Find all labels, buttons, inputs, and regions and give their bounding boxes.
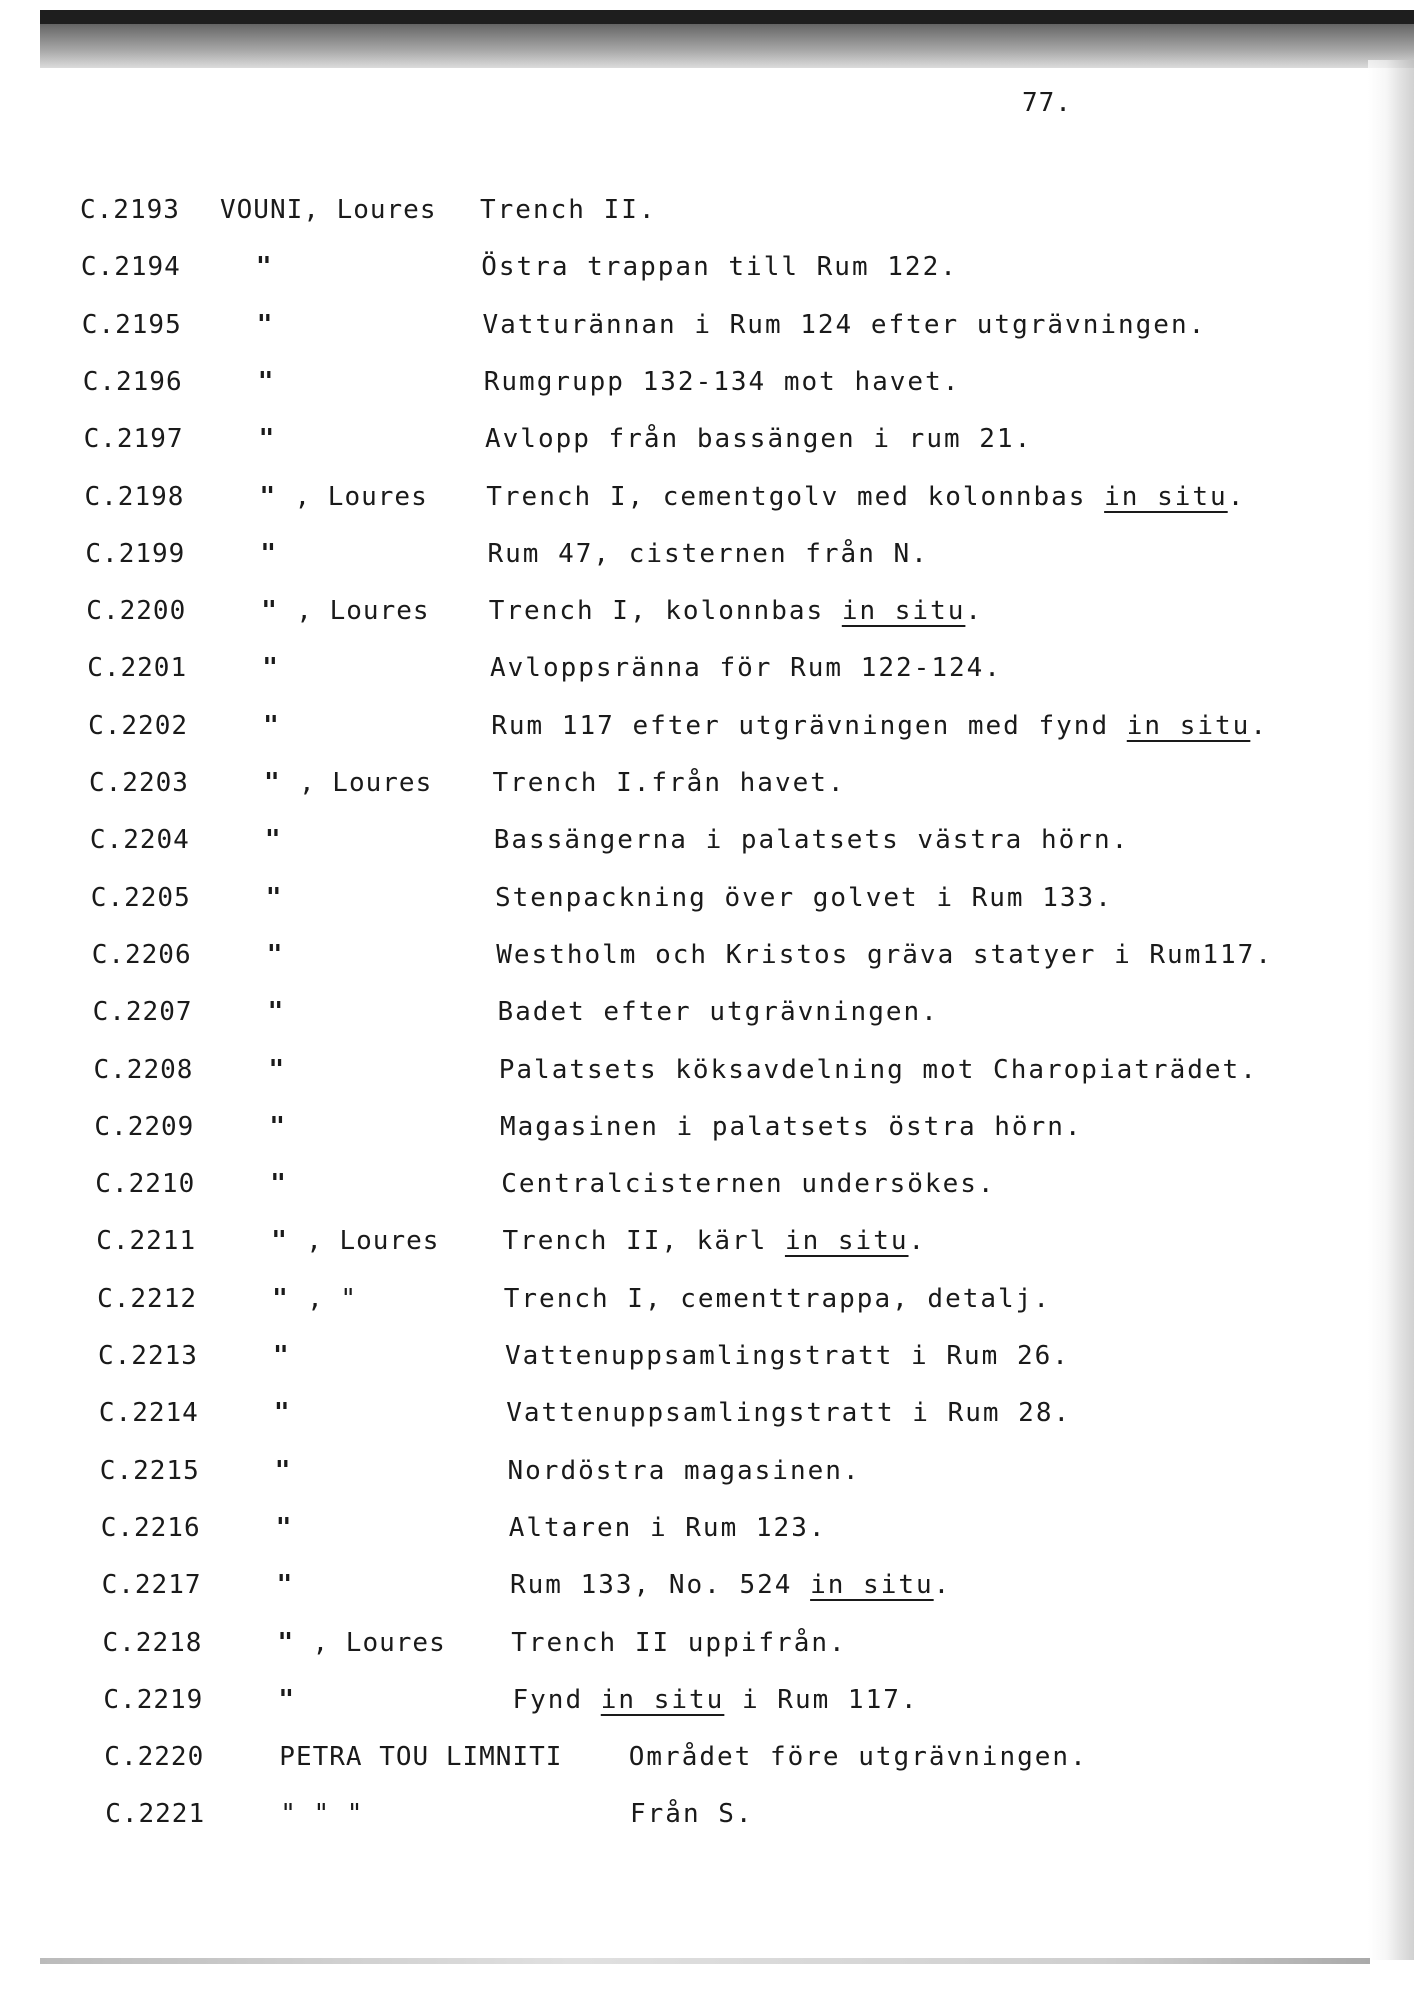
- catalogue-entry: [87, 648, 1327, 688]
- ditto-mark: ": [273, 1341, 289, 1371]
- catalogue-number: C.2212: [97, 1283, 198, 1314]
- catalogue-number: C.2211: [96, 1226, 197, 1257]
- catalogue-entry: [83, 362, 1323, 402]
- photo-description: [504, 1279, 1051, 1319]
- description-text: Rum 117 efter utgrävningen med fynd: [491, 710, 1127, 741]
- photo-description: [496, 935, 1273, 975]
- photo-description: [481, 247, 958, 287]
- catalogue-number: C.2198: [84, 481, 185, 512]
- description-end: .: [908, 1226, 927, 1257]
- description-text: Fynd: [512, 1684, 601, 1715]
- description-text: Avlopp från bassängen i rum 21.: [484, 424, 1033, 455]
- description-text: Magasinen i palatsets östra hörn.: [499, 1111, 1083, 1142]
- catalogue-entry: [102, 1565, 1342, 1605]
- ditto-mark: ": [255, 252, 272, 283]
- catalogue-number: C.2205: [90, 882, 191, 913]
- underlined-term: in situ: [841, 596, 966, 627]
- description-end: .: [933, 1570, 952, 1601]
- photo-description: [500, 1107, 1083, 1147]
- photo-description: [487, 534, 928, 574]
- description-text: Trench I.från havet.: [492, 768, 846, 798]
- description-text: Vatturännan i Rum 124 efter utgrävningen.: [482, 309, 1207, 340]
- ditto-mark: ": [265, 882, 282, 913]
- description-text: Bassängerna i palatsets västra hörn.: [493, 825, 1130, 856]
- catalogue-entry: [98, 1336, 1338, 1376]
- catalogue-entry: [92, 935, 1332, 975]
- photo-description: [502, 1221, 926, 1261]
- description-text: Vattenuppsamlingstratt i Rum 28.: [506, 1398, 1072, 1429]
- photo-description: [501, 1164, 995, 1204]
- ditto-mark: ": [268, 1054, 285, 1085]
- site-name: PETRA TOU LIMNITI: [279, 1742, 563, 1773]
- catalogue-entry: [91, 878, 1331, 918]
- catalogue-number: C.2208: [93, 1054, 194, 1085]
- description-text: Vattenuppsamlingstratt i Rum 26.: [505, 1341, 1070, 1371]
- photo-description: [484, 362, 961, 402]
- catalogue-entry: [82, 305, 1322, 345]
- description-text: Westholm och Kristos gräva statyer i Rum117.: [496, 939, 1273, 970]
- description-text: Stenpackning över golvet i Rum 133.: [494, 882, 1113, 913]
- site-suffix: , Loures: [306, 1226, 440, 1257]
- catalogue-number: C.2218: [102, 1627, 203, 1658]
- catalogue-entry: [99, 1393, 1339, 1433]
- catalogue-entry: [100, 1451, 1340, 1491]
- underlined-term: in situ: [810, 1570, 934, 1601]
- photo-description: [499, 1050, 1258, 1090]
- catalogue-number: C.2197: [83, 424, 184, 455]
- photo-description: [491, 706, 1268, 746]
- site-suffix: , ": [307, 1283, 358, 1314]
- ditto-mark: ": [258, 424, 275, 455]
- ditto-mark: ": [269, 1111, 286, 1142]
- description-text: Altaren i Rum 123.: [508, 1512, 827, 1543]
- catalogue-number: C.2215: [99, 1455, 200, 1486]
- catalogue-number: C.2209: [94, 1111, 195, 1142]
- catalogue-entry: [97, 1279, 1337, 1319]
- description-text: Rumgrupp 132-134 mot havet.: [483, 366, 961, 397]
- underlined-term: in situ: [1104, 481, 1228, 512]
- photo-description: [486, 477, 1245, 517]
- description-text: Från S.: [629, 1799, 754, 1830]
- description-end: .: [1227, 481, 1246, 512]
- catalogue-entry: [81, 247, 1321, 287]
- catalogue-entry: [86, 591, 1326, 631]
- catalogue-number: C.2220: [104, 1742, 205, 1773]
- ditto-mark: ": [270, 1169, 286, 1200]
- photo-description: [489, 591, 983, 631]
- catalogue-number: C.2193: [80, 195, 180, 225]
- site-name: " " ": [280, 1799, 364, 1830]
- description-end: i Rum 117.: [724, 1684, 919, 1715]
- photo-description: [511, 1623, 846, 1663]
- catalogue-number: C.2195: [81, 309, 182, 340]
- ditto-mark: ": [278, 1684, 295, 1715]
- ditto-mark: ": [257, 366, 274, 397]
- ditto-mark: ": [259, 481, 276, 512]
- ditto-mark: ": [260, 538, 277, 569]
- photo-description: [497, 992, 938, 1032]
- description-text: Trench II, kärl: [502, 1226, 785, 1257]
- photo-description: [506, 1393, 1071, 1433]
- catalogue-entry: [95, 1164, 1335, 1204]
- photo-description: [512, 1680, 918, 1720]
- catalogue-entry: [93, 992, 1333, 1032]
- site-suffix: , Loures: [299, 768, 433, 798]
- catalogue-entry: [94, 1050, 1334, 1090]
- description-end: .: [965, 596, 984, 627]
- description-text: Avloppsränna för Rum 122-124.: [489, 653, 1002, 684]
- ditto-mark: ": [264, 825, 281, 856]
- description-text: Trench I, cementgolv med kolonnbas: [486, 481, 1105, 512]
- catalogue-number: C.2196: [82, 366, 183, 397]
- photo-description: [485, 419, 1032, 459]
- catalogue-entry: [85, 477, 1325, 517]
- catalogue-entry: [84, 419, 1324, 459]
- photo-description: [495, 878, 1113, 918]
- description-end: .: [1250, 710, 1268, 741]
- catalogue-number: C.2199: [85, 538, 186, 569]
- site-suffix: , Loures: [296, 596, 430, 627]
- photo-description: [482, 305, 1206, 345]
- catalogue-number: C.2194: [80, 252, 181, 283]
- description-text: Palatsets köksavdelning mot Charopiaträdet.: [498, 1054, 1258, 1085]
- description-text: Trench I, kolonnbas: [488, 596, 842, 627]
- photo-description: [630, 1794, 754, 1834]
- catalogue-number: C.2203: [89, 768, 189, 798]
- catalogue-number: C.2206: [91, 939, 192, 970]
- catalogue-entry: [85, 534, 1325, 574]
- ditto-mark: ": [276, 1570, 293, 1601]
- catalogue-entry: [90, 820, 1330, 860]
- photo-description: [510, 1565, 951, 1605]
- catalogue-entry: [103, 1623, 1343, 1663]
- description-text: Rum 47, cisternen från N.: [487, 538, 929, 569]
- catalogue-entry: [80, 190, 1320, 230]
- ditto-mark: ": [261, 596, 277, 627]
- underlined-term: in situ: [784, 1226, 909, 1257]
- catalogue-number: C.2216: [100, 1512, 201, 1543]
- catalogue-number: C.2214: [98, 1398, 199, 1429]
- description-text: Området före utgrävningen.: [628, 1742, 1088, 1773]
- ditto-mark: ": [262, 653, 278, 684]
- description-text: Trench I, cementtrappa, detalj.: [503, 1283, 1051, 1314]
- catalogue-number: C.2210: [95, 1169, 196, 1200]
- description-text: Rum 133, No. 524: [509, 1570, 811, 1601]
- description-text: Nordöstra magasinen.: [507, 1455, 861, 1486]
- description-text: Östra trappan till Rum 122.: [481, 252, 958, 283]
- photo-description: [629, 1737, 1088, 1777]
- ditto-mark: ": [266, 939, 283, 970]
- ditto-mark: ": [271, 1226, 287, 1257]
- photo-description: [494, 820, 1130, 860]
- site-suffix: , Loures: [294, 481, 428, 512]
- catalogue-number: C.2221: [105, 1799, 206, 1830]
- catalogue-number: C.2202: [88, 710, 189, 741]
- underlined-term: in situ: [600, 1684, 725, 1715]
- photo-description: [490, 648, 1002, 688]
- catalogue-entry: [103, 1680, 1343, 1720]
- description-text: Trench II.: [480, 195, 657, 225]
- catalogue-entry: [101, 1508, 1341, 1548]
- ditto-mark: ": [277, 1627, 294, 1658]
- catalogue-number: C.2219: [103, 1684, 204, 1715]
- photo-description: [509, 1508, 827, 1548]
- catalogue-number: C.2217: [101, 1570, 202, 1601]
- catalogue-entry: [94, 1107, 1334, 1147]
- description-text: Trench II uppifrån.: [511, 1627, 847, 1658]
- photo-description: [493, 763, 846, 803]
- ditto-mark: ": [273, 1398, 290, 1429]
- photo-description: [507, 1451, 860, 1491]
- catalogue-entry: [96, 1221, 1336, 1261]
- page-number: 77.: [1022, 88, 1072, 118]
- ditto-mark: ": [256, 309, 273, 340]
- catalogue-entry: [105, 1794, 1345, 1834]
- ditto-mark: ": [267, 997, 284, 1028]
- catalogue-number: C.2204: [89, 825, 190, 856]
- ditto-mark: ": [263, 710, 279, 741]
- ditto-mark: ": [264, 768, 280, 798]
- ditto-mark: ": [274, 1455, 291, 1486]
- catalogue-number: C.2201: [87, 653, 188, 684]
- description-text: Badet efter utgrävningen.: [497, 997, 939, 1028]
- photo-description: [480, 190, 657, 230]
- description-text: Centralcisternen undersökes.: [501, 1169, 996, 1200]
- catalogue-number: C.2213: [98, 1341, 198, 1371]
- catalogue-entry: [88, 706, 1328, 746]
- catalogue-entry: [89, 763, 1329, 803]
- catalogue-entry: [104, 1737, 1344, 1777]
- site-name: VOUNI, Loures: [220, 195, 437, 225]
- ditto-mark: ": [272, 1283, 288, 1314]
- underlined-term: in situ: [1126, 710, 1251, 741]
- site-suffix: , Loures: [312, 1627, 446, 1658]
- catalogue-number: C.2200: [86, 596, 187, 627]
- ditto-mark: ": [275, 1512, 292, 1543]
- photo-description: [505, 1336, 1070, 1376]
- catalogue-number: C.2207: [92, 997, 193, 1028]
